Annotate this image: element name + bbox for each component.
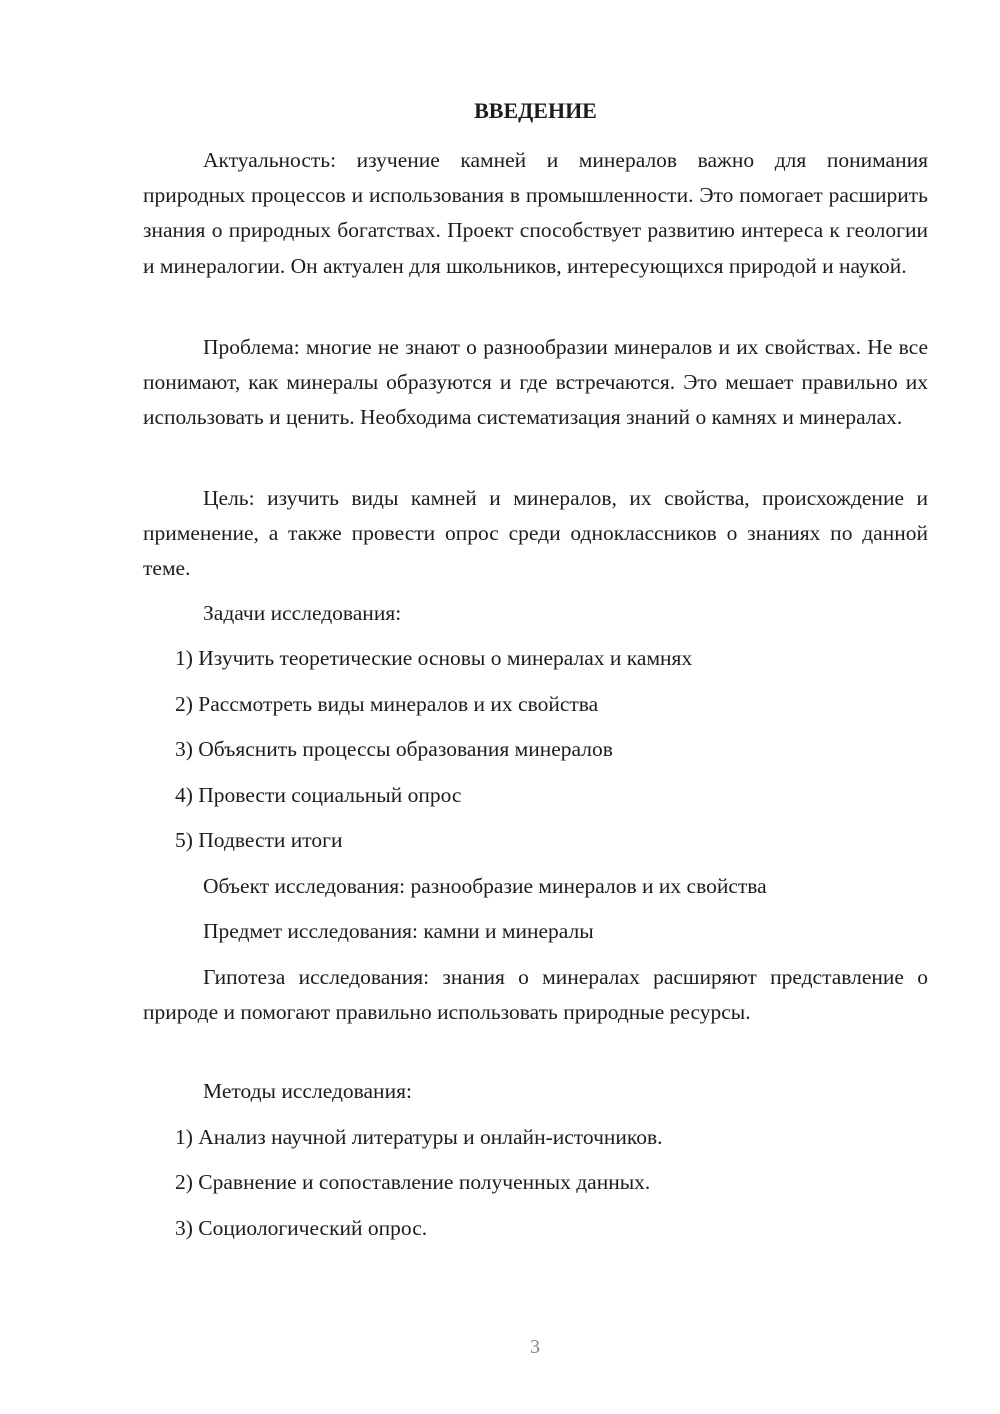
- hypothesis-paragraph: Гипотеза исследования: знания о минералах расширяют представление о природе и помогают правильно использовать природные ресурсы.: [143, 965, 928, 1025]
- relevance-paragraph: Актуальность: изучение камней и минералов важно для понимания природных процессов и использования в промышленности. Это помогает расширить знания о природных богатствах. Проект способствует развитию интереса к геологии и минералогии. Он актуален для школьников, интересующихся природой и наукой.: [143, 148, 928, 278]
- problem-paragraph: Проблема: многие не знают о разнообразии минералов и их свойствах. Не все понимают, как минералы образуются и где встречаются. Это мешает правильно их использовать и ценить. Необходима систематизация знаний о камнях и минералах.: [143, 335, 928, 430]
- task-item: 4) Провести социальный опрос: [175, 783, 462, 807]
- task-item: 1) Изучить теоретические основы о минералах и камнях: [175, 646, 693, 670]
- methods-heading: Методы исследования:: [203, 1079, 412, 1103]
- task-item: 3) Объяснить процессы образования минералов: [175, 737, 613, 761]
- method-item: 3) Социологический опрос.: [175, 1216, 428, 1240]
- subject-line: Предмет исследования: камни и минералы: [203, 919, 594, 943]
- task-item: 5) Подвести итоги: [175, 828, 343, 852]
- method-item: 2) Сравнение и сопоставление полученных данных.: [175, 1170, 651, 1194]
- page-title: ВВЕДЕНИЕ: [474, 98, 597, 123]
- task-item: 2) Рассмотреть виды минералов и их свойства: [175, 692, 599, 716]
- object-line: Объект исследования: разнообразие минералов и их свойства: [203, 874, 767, 898]
- tasks-heading: Задачи исследования:: [203, 601, 402, 625]
- page-number: 3: [530, 1336, 540, 1358]
- goal-paragraph: Цель: изучить виды камней и минералов, их свойства, происхождение и применение, а также провести опрос среди одноклассников о знаниях по данной теме.: [143, 486, 928, 581]
- method-item: 1) Анализ научной литературы и онлайн-источников.: [175, 1125, 663, 1149]
